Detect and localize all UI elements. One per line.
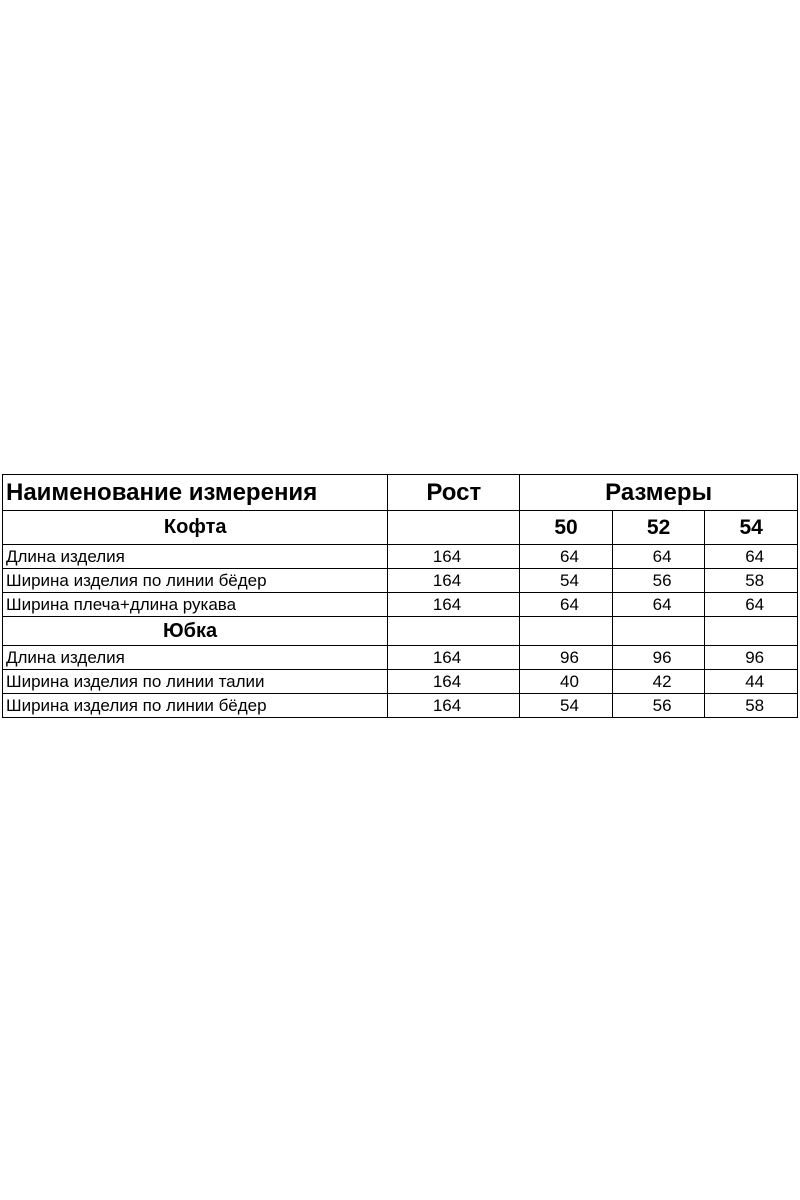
row-rost: 164: [388, 670, 520, 694]
row-label: Ширина изделия по линии бёдер: [3, 569, 388, 593]
row-value: 58: [705, 694, 798, 718]
header-name: Наименование измерения: [3, 475, 388, 511]
row-label: Ширина изделия по линии талии: [3, 670, 388, 694]
row-value: 54: [520, 569, 613, 593]
section-header-row: [3, 511, 798, 545]
row-value: 96: [612, 646, 705, 670]
row-rost: 164: [388, 646, 520, 670]
row-value: 42: [612, 670, 705, 694]
header-rost: Рост: [388, 475, 520, 511]
size-label: 52: [612, 511, 705, 545]
row-value: 64: [705, 593, 798, 617]
row-value: 56: [612, 694, 705, 718]
row-value: 64: [705, 545, 798, 569]
row-value: 64: [520, 593, 613, 617]
section-title-yubka: Юбка: [3, 617, 388, 646]
size-label: 54: [705, 511, 798, 545]
section-rost-empty: [388, 511, 520, 545]
row-value: 56: [612, 569, 705, 593]
table-row: [3, 694, 798, 718]
row-value: 64: [612, 593, 705, 617]
row-rost: 164: [388, 545, 520, 569]
section-header-row: [3, 617, 798, 646]
table-row: [3, 670, 798, 694]
table-row: [3, 593, 798, 617]
table-row: [3, 569, 798, 593]
row-value: 96: [705, 646, 798, 670]
row-value: 54: [520, 694, 613, 718]
row-value: 96: [520, 646, 613, 670]
row-value: 40: [520, 670, 613, 694]
row-value: 64: [520, 545, 613, 569]
row-value: 58: [705, 569, 798, 593]
row-label: Длина изделия: [3, 646, 388, 670]
section-size-empty: [705, 617, 798, 646]
section-rost-empty: [388, 617, 520, 646]
header-sizes: Размеры: [520, 475, 798, 511]
row-rost: 164: [388, 569, 520, 593]
size-chart-table: [2, 474, 798, 718]
table-row: [3, 545, 798, 569]
section-size-empty: [612, 617, 705, 646]
row-label: Ширина плеча+длина рукава: [3, 593, 388, 617]
section-size-empty: [520, 617, 613, 646]
row-rost: 164: [388, 694, 520, 718]
section-title-kofta: Кофта: [3, 511, 388, 545]
row-value: 44: [705, 670, 798, 694]
table-row: [3, 646, 798, 670]
row-value: 64: [612, 545, 705, 569]
size-label: 50: [520, 511, 613, 545]
row-label: Ширина изделия по линии бёдер: [3, 694, 388, 718]
row-label: Длина изделия: [3, 545, 388, 569]
row-rost: 164: [388, 593, 520, 617]
header-row: [3, 475, 798, 511]
